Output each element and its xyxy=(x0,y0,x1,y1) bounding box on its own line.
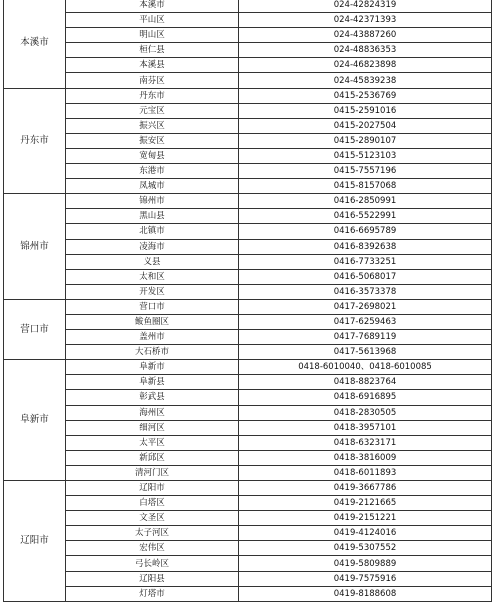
district-cell: 营口市 xyxy=(66,299,239,314)
district-cell: 本溪县 xyxy=(66,58,239,73)
table-row xyxy=(4,481,492,496)
phone-cell: 0415-2027504 xyxy=(239,118,492,133)
table-row xyxy=(4,164,492,179)
phone-cell: 0418-6010040、0418-6010085 xyxy=(239,360,492,375)
district-cell: 振安区 xyxy=(66,133,239,148)
table-row xyxy=(4,28,492,43)
phone-cell: 0416-8392638 xyxy=(239,239,492,254)
district-cell: 凌海市 xyxy=(66,239,239,254)
district-cell: 彰武县 xyxy=(66,390,239,405)
table-row xyxy=(4,13,492,28)
city-name-cell: 营口市 xyxy=(4,299,66,359)
phone-cell: 0419-7575916 xyxy=(239,571,492,586)
phone-cell: 024-43887260 xyxy=(239,28,492,43)
phone-cell: 0418-2830505 xyxy=(239,405,492,420)
city-name-cell: 辽阳市 xyxy=(4,481,66,602)
city-name-cell: 丹东市 xyxy=(4,88,66,194)
district-cell: 东港市 xyxy=(66,164,239,179)
district-cell: 辽阳县 xyxy=(66,571,239,586)
phone-cell: 0415-7557196 xyxy=(239,164,492,179)
district-cell: 阜新市 xyxy=(66,360,239,375)
phone-directory-table xyxy=(3,0,492,602)
phone-cell: 0415-5123103 xyxy=(239,148,492,163)
table-row xyxy=(4,299,492,314)
table-row xyxy=(4,133,492,148)
city-name-cell: 锦州市 xyxy=(4,194,66,300)
table-row xyxy=(4,465,492,480)
table-row xyxy=(4,284,492,299)
table-row xyxy=(4,390,492,405)
table-row xyxy=(4,375,492,390)
phone-cell: 0415-2536769 xyxy=(239,88,492,103)
phone-cell: 024-46823898 xyxy=(239,58,492,73)
table-row xyxy=(4,179,492,194)
table-row xyxy=(4,405,492,420)
phone-cell: 0416-5068017 xyxy=(239,269,492,284)
district-cell: 鲅鱼圈区 xyxy=(66,314,239,329)
district-cell: 宽甸县 xyxy=(66,148,239,163)
district-cell: 元宝区 xyxy=(66,103,239,118)
phone-cell: 0419-5307552 xyxy=(239,541,492,556)
phone-cell: 0417-5613968 xyxy=(239,345,492,360)
table-row xyxy=(4,420,492,435)
table-row xyxy=(4,314,492,329)
phone-cell: 0417-2698021 xyxy=(239,299,492,314)
phone-cell: 0415-2591016 xyxy=(239,103,492,118)
table-row xyxy=(4,541,492,556)
district-cell: 北镇市 xyxy=(66,224,239,239)
table-row xyxy=(4,239,492,254)
phone-cell: 0417-7689119 xyxy=(239,330,492,345)
district-cell: 文圣区 xyxy=(66,511,239,526)
district-cell: 南芬区 xyxy=(66,73,239,88)
phone-cell: 0418-6323171 xyxy=(239,435,492,450)
district-cell: 本溪市 xyxy=(66,0,239,13)
district-cell: 海州区 xyxy=(66,405,239,420)
table-row xyxy=(4,511,492,526)
table-row xyxy=(4,450,492,465)
district-cell: 黑山县 xyxy=(66,209,239,224)
district-cell: 清河门区 xyxy=(66,465,239,480)
table-row xyxy=(4,254,492,269)
table-row xyxy=(4,194,492,209)
table-row xyxy=(4,496,492,511)
phone-cell: 0419-8188608 xyxy=(239,586,492,601)
table-row xyxy=(4,103,492,118)
phone-cell: 024-42824319 xyxy=(239,0,492,13)
table-row xyxy=(4,586,492,601)
district-cell: 义县 xyxy=(66,254,239,269)
phone-cell: 0419-4124016 xyxy=(239,526,492,541)
table-row xyxy=(4,556,492,571)
phone-cell: 0418-6916895 xyxy=(239,390,492,405)
table-row xyxy=(4,435,492,450)
table-row xyxy=(4,58,492,73)
phone-cell: 0415-2890107 xyxy=(239,133,492,148)
phone-cell: 0416-5522991 xyxy=(239,209,492,224)
table-row xyxy=(4,330,492,345)
district-cell: 盖州市 xyxy=(66,330,239,345)
district-cell: 细河区 xyxy=(66,420,239,435)
table-row xyxy=(4,148,492,163)
phone-cell: 0418-3816009 xyxy=(239,450,492,465)
phone-cell: 0417-6259463 xyxy=(239,314,492,329)
district-cell: 阜新县 xyxy=(66,375,239,390)
district-cell: 振兴区 xyxy=(66,118,239,133)
phone-cell: 0416-6695789 xyxy=(239,224,492,239)
district-cell: 太和区 xyxy=(66,269,239,284)
district-cell: 太平区 xyxy=(66,435,239,450)
district-cell: 凤城市 xyxy=(66,179,239,194)
table-row xyxy=(4,526,492,541)
district-cell: 开发区 xyxy=(66,284,239,299)
phone-cell: 0418-3957101 xyxy=(239,420,492,435)
table-row xyxy=(4,209,492,224)
district-cell: 平山区 xyxy=(66,13,239,28)
table-body xyxy=(4,0,492,601)
phone-cell: 0416-7733251 xyxy=(239,254,492,269)
city-name-cell: 本溪市 xyxy=(4,0,66,88)
phone-cell: 0419-2121665 xyxy=(239,496,492,511)
phone-cell: 0416-3573378 xyxy=(239,284,492,299)
table-row xyxy=(4,0,492,13)
district-cell: 新邱区 xyxy=(66,450,239,465)
table-row xyxy=(4,43,492,58)
district-cell: 桓仁县 xyxy=(66,43,239,58)
phone-cell: 0418-6011893 xyxy=(239,465,492,480)
district-cell: 大石桥市 xyxy=(66,345,239,360)
district-cell: 辽阳市 xyxy=(66,481,239,496)
phone-cell: 0418-8823764 xyxy=(239,375,492,390)
table-row xyxy=(4,571,492,586)
district-cell: 锦州市 xyxy=(66,194,239,209)
district-cell: 太子河区 xyxy=(66,526,239,541)
table-row xyxy=(4,88,492,103)
district-cell: 灯塔市 xyxy=(66,586,239,601)
phone-cell: 024-42371393 xyxy=(239,13,492,28)
phone-cell: 0419-2151221 xyxy=(239,511,492,526)
district-cell: 白塔区 xyxy=(66,496,239,511)
table-row xyxy=(4,224,492,239)
table-row xyxy=(4,269,492,284)
phone-cell: 024-45839238 xyxy=(239,73,492,88)
table-row xyxy=(4,118,492,133)
district-cell: 宏伟区 xyxy=(66,541,239,556)
phone-cell: 0416-2850991 xyxy=(239,194,492,209)
district-cell: 丹东市 xyxy=(66,88,239,103)
phone-cell: 0415-8157068 xyxy=(239,179,492,194)
table-row xyxy=(4,360,492,375)
district-cell: 明山区 xyxy=(66,28,239,43)
phone-cell: 024-48836353 xyxy=(239,43,492,58)
phone-cell: 0419-3667786 xyxy=(239,481,492,496)
district-cell: 弓长岭区 xyxy=(66,556,239,571)
city-name-cell: 阜新市 xyxy=(4,360,66,481)
table-row xyxy=(4,345,492,360)
phone-cell: 0419-5809889 xyxy=(239,556,492,571)
table-row xyxy=(4,73,492,88)
